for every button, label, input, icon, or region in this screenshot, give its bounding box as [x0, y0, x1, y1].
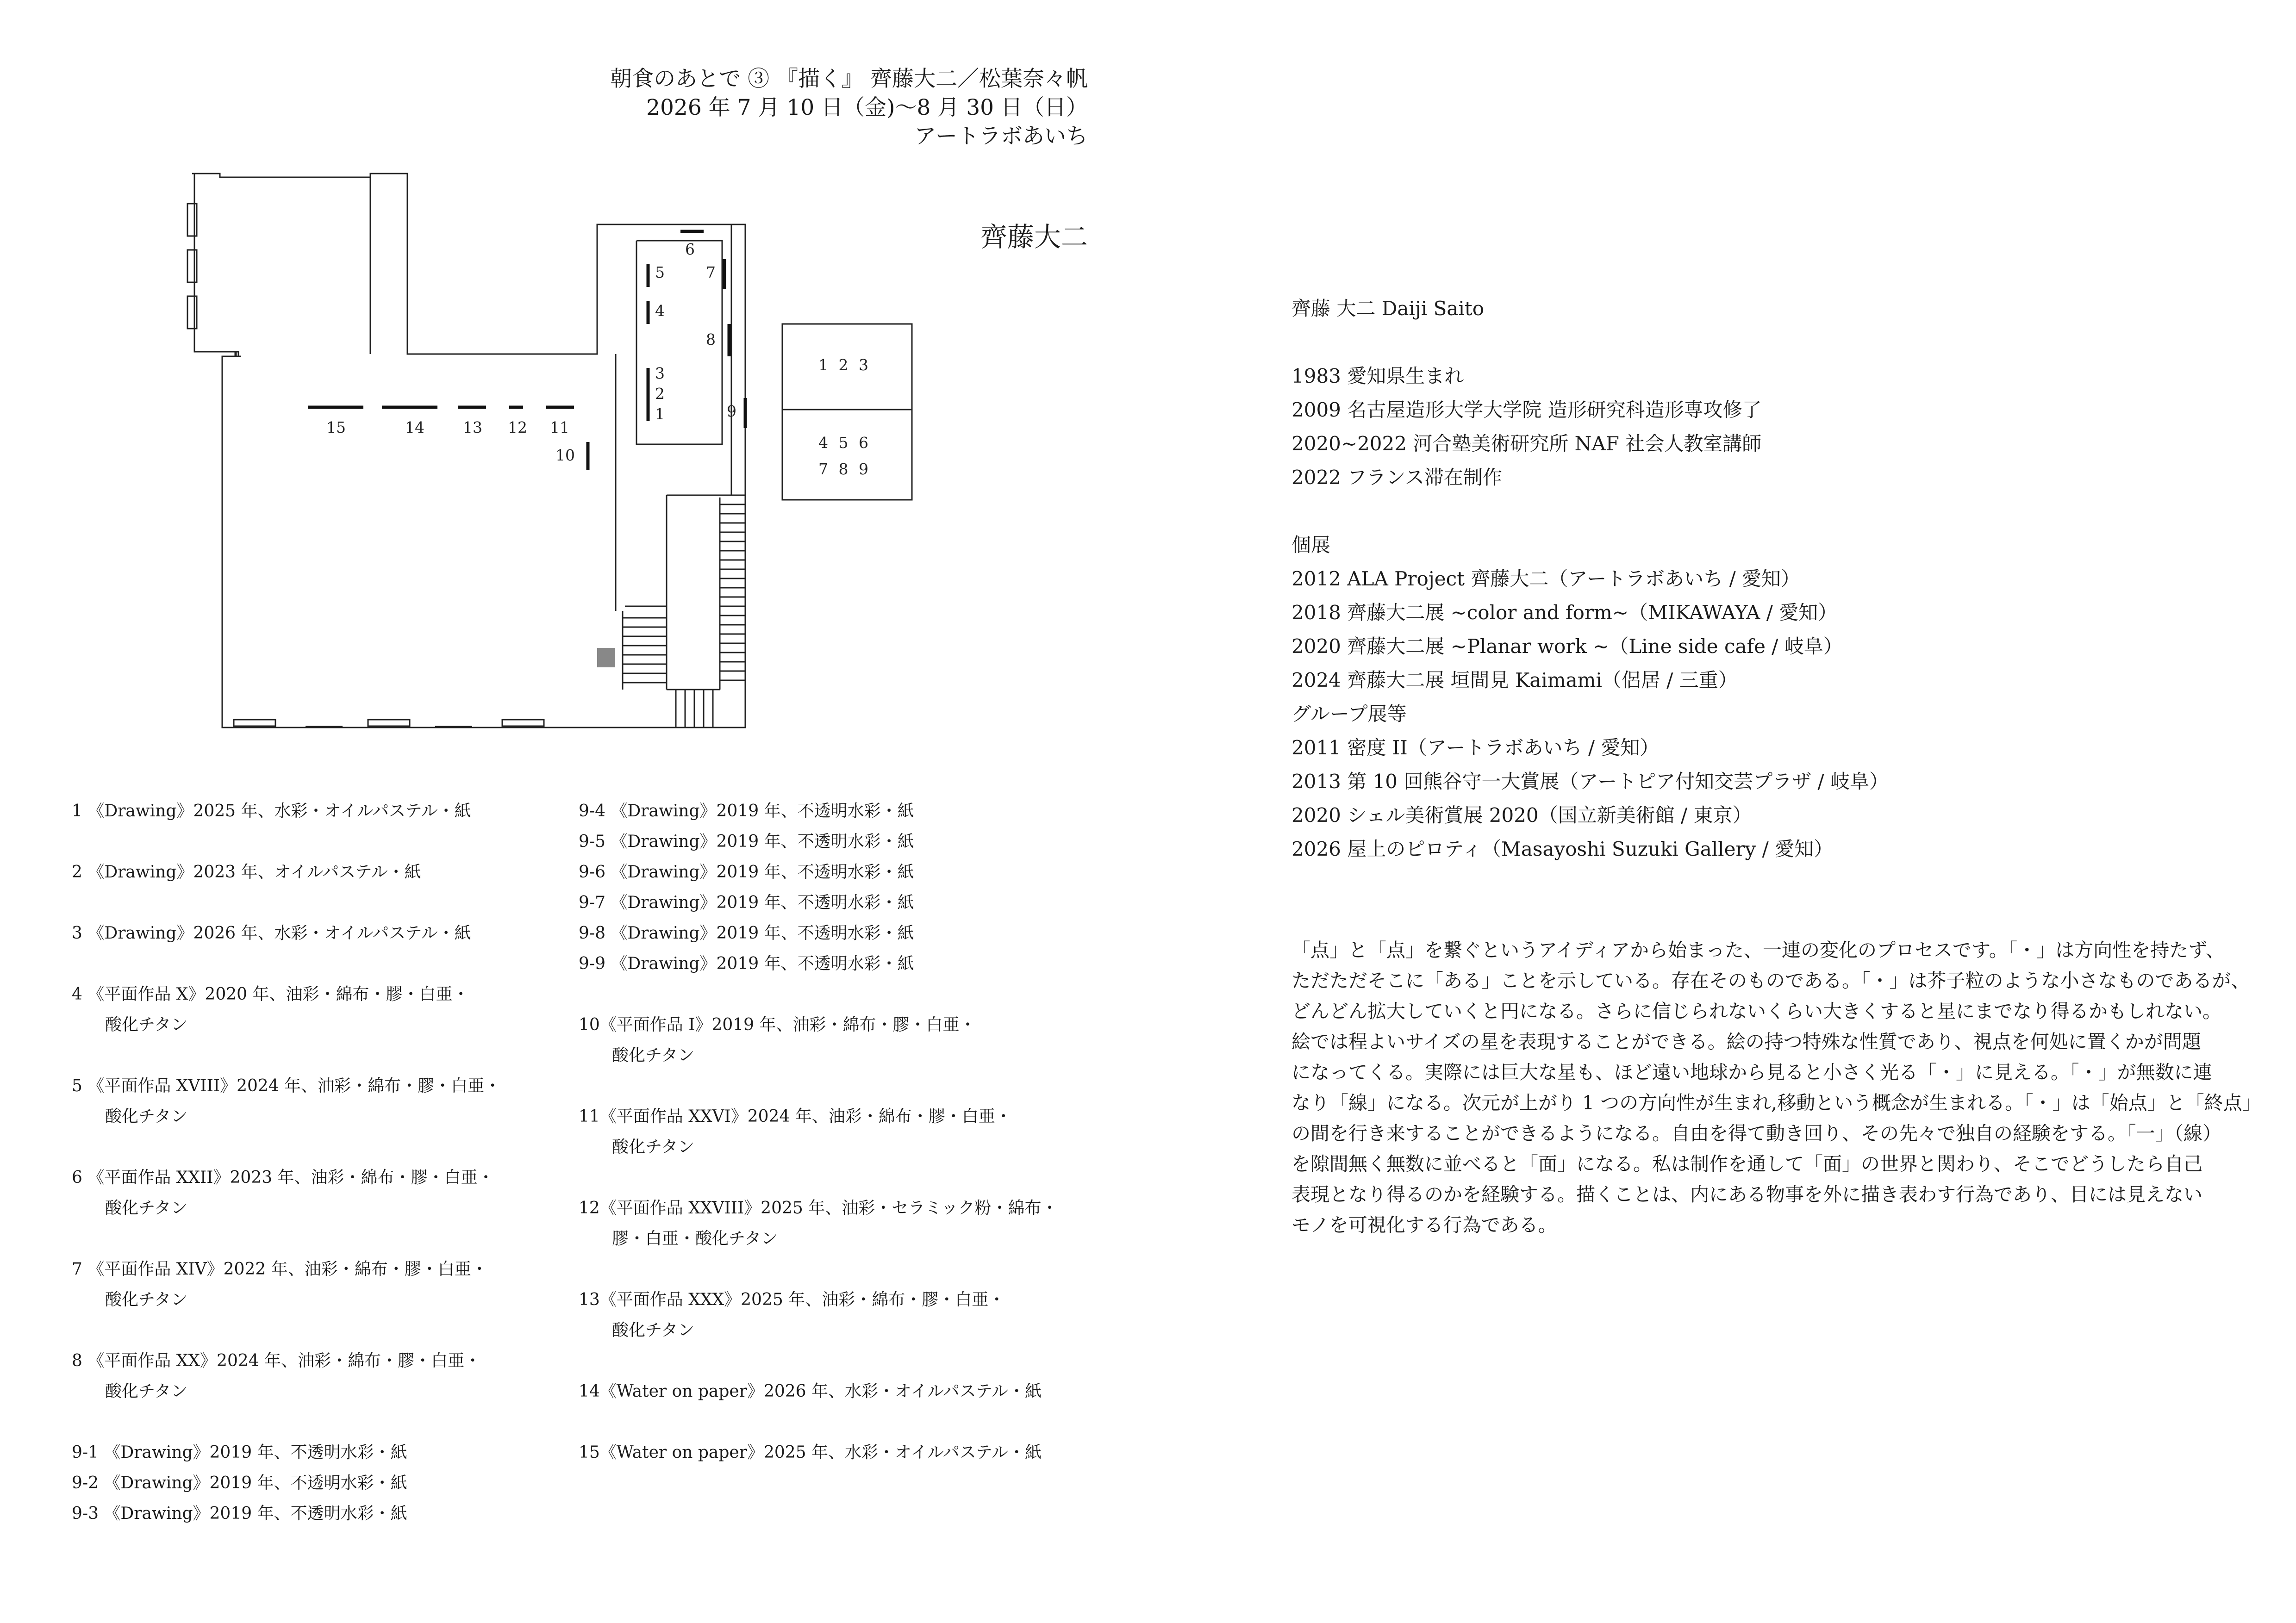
group-exhibition-item: 2020 シェル美術賞展 2020（国立新美術館 / 東京） — [1292, 804, 1752, 827]
inner-label-9: 9 — [727, 402, 736, 420]
work-line: 13《平面作品 XXX》2025 年、油彩・綿布・膠・白亜・ — [579, 1290, 1005, 1309]
work-line: 9-4 《Drawing》2019 年、不透明水彩・紙 — [579, 802, 914, 821]
statement-line: の間を行き来することができるようになる。自由を得て動き回り、その先々で独自の経験をする。「一」（線） — [1292, 1122, 2221, 1144]
floor-plan — [181, 167, 868, 740]
work-line: 2 《Drawing》2023 年、オイルパステル・紙 — [72, 863, 421, 882]
work-entry — [579, 1101, 1111, 1163]
statement-line: ただただそこに「ある」ことを示している。存在そのものである。「・」は芥子粒のような小さなものであるが、 — [1292, 970, 2250, 992]
work-line: 酸化チタン — [105, 1107, 188, 1126]
wall-label-15: 15 — [326, 418, 346, 436]
work-line: 9-5 《Drawing》2019 年、不透明水彩・紙 — [579, 832, 914, 851]
statement-line: 絵では程よいサイズの星を表現することができる。絵の持つ特殊な性質であり、視点を何処に置くかが問題 — [1292, 1031, 2201, 1053]
work-line: 3 《Drawing》2026 年、水彩・オイルパステル・紙 — [72, 924, 471, 943]
work-line: 12《平面作品 XXVIII》2025 年、油彩・セラミック粉・綿布・ — [579, 1199, 1058, 1218]
work-line: 酸化チタン — [105, 1015, 188, 1034]
group-exhibition-item: 2013 第 10 回熊谷守一大賞展（アートピア付知交芸プラザ / 岐阜） — [1292, 770, 1889, 793]
work-line: 9-9 《Drawing》2019 年、不透明水彩・紙 — [579, 954, 914, 973]
statement-line: なり「線」になる。次元が上がり 1 つの方向性が生まれ,移動という概念が生まれる。「・」は「始点」と「終点」 — [1292, 1092, 2261, 1114]
bio-history-item: 2020~2022 河合塾美術研究所 NAF 社会人教室講師 — [1292, 432, 1762, 455]
exhibition-venue: アートラボあいち — [914, 124, 1088, 149]
solo-exhibition-item: 2020 齊藤大二展 ~Planar work ~（Line side cafe / 岐阜） — [1292, 635, 1843, 658]
stairs-right — [720, 504, 745, 680]
solo-exhibition-item: 2012 ALA Project 齊藤大二（アートラボあいち / 愛知） — [1292, 567, 1800, 590]
work-line: 9-6 《Drawing》2019 年、不透明水彩・紙 — [579, 863, 914, 882]
work-line: 15《Water on paper》2025 年、水彩・オイルパステル・紙 — [579, 1443, 1042, 1462]
solo-exhibition-item: 2018 齊藤大二展 ~color and form~（MIKAWAYA / 愛知） — [1292, 601, 1838, 624]
wall-label-13: 13 — [463, 418, 482, 436]
work-entry — [579, 1376, 1111, 1407]
work-line: 酸化チタン — [612, 1046, 695, 1065]
artist-heading: 齊藤大二 — [980, 221, 1088, 253]
work-entry — [72, 1163, 572, 1224]
statement-line: になってくる。実際には巨大な星も、ほど遠い地球から見ると小さく光る「・」に見える。「・」が無数に連 — [1292, 1061, 2212, 1083]
solo-exhibitions-title: 個展 — [1292, 534, 1331, 556]
work-entry — [72, 918, 572, 949]
statement-line: どんどん拡大していくと円になる。さらに信じられないくらい大きくすると星にまでなり得るかもしれない。 — [1292, 1000, 2221, 1022]
work-entry — [579, 1193, 1111, 1254]
inner-label-6: 6 — [685, 240, 695, 258]
work-entry — [579, 1437, 1111, 1468]
work-entry — [72, 1346, 572, 1407]
work-line: 9-2 《Drawing》2019 年、不透明水彩・紙 — [72, 1474, 407, 1492]
group-exhibition-item: 2011 密度 II（アートラボあいち / 愛知） — [1292, 736, 1660, 759]
work-line: 酸化チタン — [612, 1321, 695, 1340]
work-line: 8 《平面作品 XX》2024 年、油彩・綿布・膠・白亜・ — [72, 1351, 481, 1370]
side-room-bottom-label-1: 4 5 6 — [818, 434, 868, 452]
bio-history-item: 2022 フランス滞在制作 — [1292, 466, 1502, 489]
exhibition-dates: 2026 年 7 月 10 日（金)〜8 月 30 日（日） — [646, 95, 1088, 120]
work-line: 9-1 《Drawing》2019 年、不透明水彩・紙 — [72, 1443, 407, 1462]
works-list-right — [579, 796, 1111, 1468]
inner-label-5: 5 — [655, 263, 665, 281]
work-line: 1 《Drawing》2025 年、水彩・オイルパステル・紙 — [72, 802, 471, 821]
group-exhibition-item: 2026 屋上のピロティ（Masayoshi Suzuki Gallery / 愛知） — [1292, 838, 1834, 860]
work-line: 酸化チタン — [105, 1382, 188, 1401]
work-line: 膠・白亜・酸化チタン — [612, 1229, 778, 1248]
work-line: 9-7 《Drawing》2019 年、不透明水彩・紙 — [579, 893, 914, 912]
group-exhibitions-title: グループ展等 — [1292, 703, 1407, 725]
exhibition-title: 朝食のあとで ③ 『描く』 齊藤大二／松葉奈々帆 — [610, 66, 1088, 92]
statement-line: 「点」と「点」を繋ぐというアイディアから始まった、一連の変化のプロセスです。「・」は方向性を持たず、 — [1292, 939, 2225, 961]
bio-history-item: 1983 愛知県生まれ — [1292, 365, 1464, 387]
wall-label-11: 11 — [550, 418, 569, 436]
artist-statement — [1292, 935, 2259, 1240]
work-entry — [579, 1285, 1111, 1346]
work-entry — [72, 979, 572, 1040]
wall-label-14: 14 — [405, 418, 424, 436]
work-line: 9-3 《Drawing》2019 年、不透明水彩・紙 — [72, 1504, 407, 1523]
work-line: 14《Water on paper》2026 年、水彩・オイルパステル・紙 — [579, 1382, 1042, 1401]
bio-name: 齊藤 大二 Daiji Saito — [1292, 297, 1485, 320]
stairs-bottom — [667, 690, 720, 728]
statement-line: 表現となり得るのかを経験する。描くことは、内にある物事を外に描き表わす行為であり、目には見えない — [1292, 1183, 2202, 1206]
exhibition-header — [555, 65, 1088, 151]
work-line: 7 《平面作品 XIV》2022 年、油彩・綿布・膠・白亜・ — [72, 1260, 488, 1279]
work-entry — [72, 1437, 572, 1529]
work-entry — [579, 1010, 1111, 1071]
inner-label-7: 7 — [706, 263, 716, 281]
work-entry — [72, 796, 572, 827]
work-line: 酸化チタン — [612, 1138, 695, 1157]
side-room-top-label: 1 2 3 — [818, 356, 868, 374]
work-line: 11《平面作品 XXVI》2024 年、油彩・綿布・膠・白亜・ — [579, 1107, 1012, 1126]
work-entry — [72, 857, 572, 888]
work-line: 6 《平面作品 XXII》2023 年、油彩・綿布・膠・白亜・ — [72, 1168, 494, 1187]
inner-label-3: 3 — [655, 364, 665, 382]
work-line: 5 《平面作品 XVIII》2024 年、油彩・綿布・膠・白亜・ — [72, 1076, 501, 1095]
work-line: 酸化チタン — [105, 1290, 188, 1309]
inner-label-4: 4 — [655, 302, 665, 320]
work-line: 10《平面作品 I》2019 年、油彩・綿布・膠・白亜・ — [579, 1015, 976, 1034]
work-line: 4 《平面作品 X》2020 年、油彩・綿布・膠・白亜・ — [72, 985, 469, 1004]
stairs-left — [623, 611, 667, 690]
inner-label-8: 8 — [706, 330, 716, 348]
solo-exhibition-item: 2024 齊藤大二展 垣間見 Kaimami（侶居 / 三重） — [1292, 669, 1738, 691]
work-line: 酸化チタン — [105, 1199, 188, 1218]
inner-label-2: 2 — [655, 385, 665, 403]
inner-label-1: 1 — [655, 405, 665, 423]
work-line: 9-8 《Drawing》2019 年、不透明水彩・紙 — [579, 924, 914, 943]
work-entry — [579, 796, 1111, 979]
pillar-marker — [597, 648, 615, 667]
works-list-left — [72, 796, 572, 1529]
work-entry — [72, 1071, 572, 1132]
wall-label-12: 12 — [508, 418, 527, 436]
bio-history-item: 2009 名古屋造形大学大学院 造形研究科造形専攻修了 — [1292, 398, 1762, 421]
side-room-bottom-label-2: 7 8 9 — [818, 460, 868, 478]
work-entry — [72, 1254, 572, 1315]
floor-plan-outline — [192, 174, 745, 728]
artist-bio — [1292, 292, 2032, 866]
statement-line: を隙間無く無数に並べると「面」になる。私は制作を通して「面」の世界と関わり、そこでどうしたら自己 — [1292, 1153, 2202, 1175]
wall-label-10: 10 — [555, 446, 575, 464]
statement-line: モノを可視化する行為である。 — [1292, 1214, 1557, 1236]
